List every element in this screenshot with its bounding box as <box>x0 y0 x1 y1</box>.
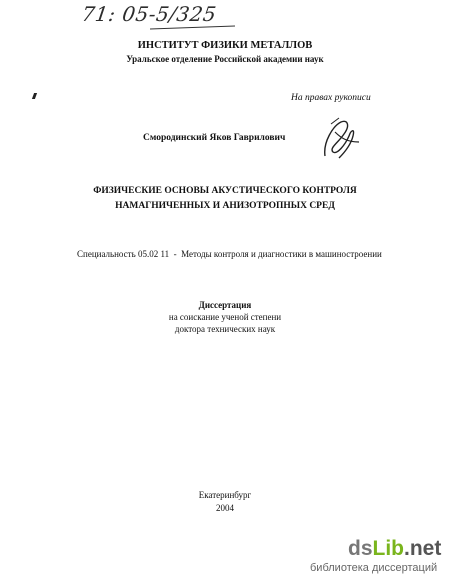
degree-line2: доктора технических наук <box>174 324 276 334</box>
margin-mark <box>32 93 37 99</box>
handwritten-underline <box>150 26 235 30</box>
author-name: Смородинский Яков Гаврилович <box>143 133 286 143</box>
dissertation-heading: Диссертация <box>198 300 252 310</box>
dissertation-title-line1: ФИЗИЧЕСКИЕ ОСНОВЫ АКУСТИЧЕСКОГО КОНТРОЛЯ <box>93 186 357 196</box>
degree-line1: на соискание ученой степени <box>168 312 282 322</box>
academy-name: Уральское отделение Российской академии наук <box>126 54 324 64</box>
dissertation-title-line2: НАМАГНИЧЕННЫХ И АНИЗОТРОПНЫХ СРЕД <box>115 201 335 211</box>
watermark-tld: .net <box>404 537 442 560</box>
city: Екатеринбург <box>198 490 252 500</box>
watermark-subtitle: библиотека диссертаций <box>310 562 438 574</box>
year: 2004 <box>216 503 234 513</box>
rights-note: На правах рукописи <box>291 93 371 103</box>
handwritten-code <box>80 2 283 26</box>
handwritten-code-text: 71: 05-5/325 <box>80 2 219 26</box>
watermark-logo <box>348 538 441 559</box>
signature-image <box>315 112 363 164</box>
watermark-ds: ds <box>348 537 373 560</box>
watermark-lib: Lib <box>372 537 405 560</box>
specialty-line: Специальность 05.02 11 - Методы контроля и диагностики в машиностроении <box>77 249 382 259</box>
institute-name: ИНСТИТУТ ФИЗИКИ МЕТАЛЛОВ <box>137 40 313 51</box>
